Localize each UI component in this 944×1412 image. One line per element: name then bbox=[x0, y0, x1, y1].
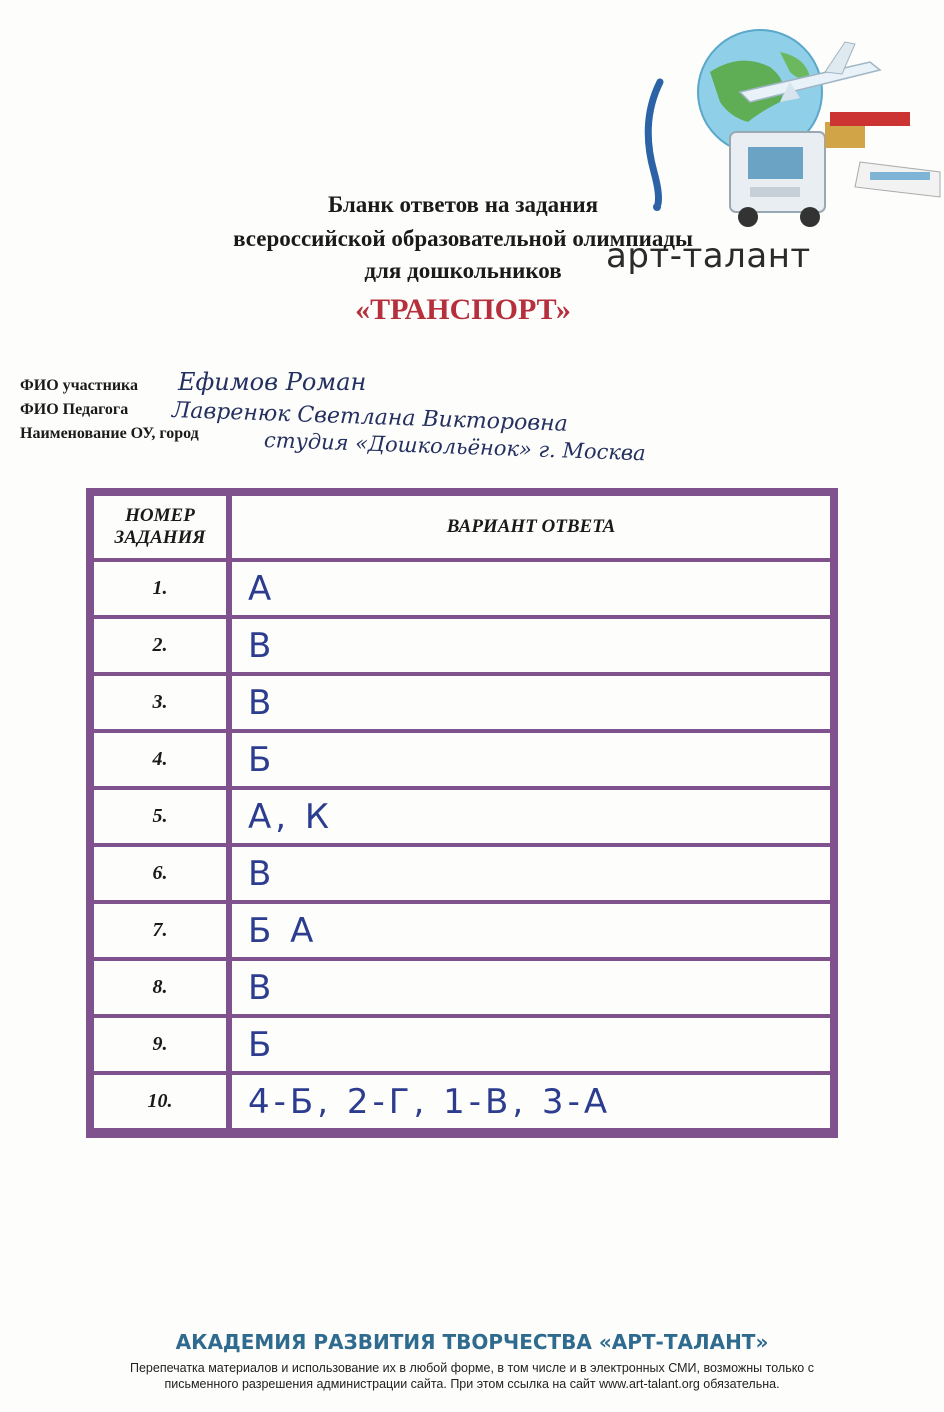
answer-text: А, К bbox=[248, 796, 334, 837]
answer-cell[interactable] bbox=[230, 560, 832, 617]
task-number: 7. bbox=[92, 902, 228, 959]
answer-cell[interactable] bbox=[230, 902, 832, 959]
table-row bbox=[92, 845, 832, 902]
footer-copyright-note bbox=[40, 1360, 904, 1392]
form-title-line-2: всероссийской образовательной олимпиады bbox=[233, 226, 693, 251]
table-header-row bbox=[92, 494, 832, 560]
school-label: Наименование ОУ, город bbox=[20, 425, 199, 442]
number-column-header bbox=[92, 494, 228, 560]
table-row bbox=[92, 1073, 832, 1130]
table-row bbox=[92, 560, 832, 617]
answer-text: Б bbox=[248, 739, 276, 780]
task-number: 5. bbox=[92, 788, 228, 845]
answer-text: А bbox=[248, 568, 276, 609]
table-row bbox=[92, 1016, 832, 1073]
form-title-line-3: для дошкольников bbox=[364, 258, 562, 283]
answer-text: Б А bbox=[248, 910, 318, 951]
number-header-line-2: ЗАДАНИЯ bbox=[114, 527, 206, 548]
task-number: 6. bbox=[92, 845, 228, 902]
form-title-line-1: Бланк ответов на задания bbox=[327, 192, 599, 217]
answer-text: В bbox=[248, 967, 276, 1008]
answer-text: В bbox=[248, 625, 276, 666]
footer-note-line-1: Перепечатка материалов и использование их в любой форме, в том числе и в электронных СМИ, возможны только с bbox=[129, 1361, 814, 1375]
answer-text: В bbox=[248, 853, 276, 894]
answer-text: В bbox=[248, 682, 276, 723]
task-number: 1. bbox=[92, 560, 228, 617]
answer-cell[interactable] bbox=[230, 959, 832, 1016]
table-row bbox=[92, 959, 832, 1016]
olympiad-name: «ТРАНСПОРТ» bbox=[355, 293, 571, 326]
footer-academy-title: АКАДЕМИЯ РАЗВИТИЯ ТВОРЧЕСТВА «АРТ-ТАЛАНТ» bbox=[175, 1330, 769, 1354]
answer-cell[interactable] bbox=[230, 1073, 832, 1130]
answer-cell[interactable] bbox=[230, 788, 832, 845]
task-number: 9. bbox=[92, 1016, 228, 1073]
table-row bbox=[92, 731, 832, 788]
answer-text: Б bbox=[248, 1024, 276, 1065]
table-row bbox=[92, 788, 832, 845]
answer-cell[interactable] bbox=[230, 1016, 832, 1073]
brand-logo-text: арт-талант bbox=[606, 236, 811, 276]
task-number: 4. bbox=[92, 731, 228, 788]
answer-table bbox=[86, 488, 838, 1138]
teacher-name-field[interactable]: Лавренюк Светлана Викторовна bbox=[171, 398, 569, 437]
answer-cell[interactable] bbox=[230, 731, 832, 788]
task-number: 2. bbox=[92, 617, 228, 674]
table-row bbox=[92, 617, 832, 674]
teacher-label: ФИО Педагога bbox=[20, 401, 129, 418]
footer-note-line-2: письменного разрешения администрации сайта. При этом ссылка на сайт www.art-talant.org обязательна. bbox=[164, 1377, 780, 1391]
task-number: 10. bbox=[92, 1073, 228, 1130]
participant-label: ФИО участника bbox=[20, 377, 139, 394]
answer-cell[interactable] bbox=[230, 617, 832, 674]
answer-column-header: ВАРИАНТ ОТВЕТА bbox=[230, 494, 832, 560]
participant-name-field[interactable]: Ефимов Роман bbox=[178, 368, 367, 396]
task-number: 3. bbox=[92, 674, 228, 731]
table-row bbox=[92, 674, 832, 731]
answer-text: 4-Б, 2-Г, 1-В, 3-А bbox=[248, 1081, 612, 1122]
table-row bbox=[92, 902, 832, 959]
school-city-field[interactable]: студия «Дошкольёнок» г. Москва bbox=[263, 428, 647, 466]
answer-cell[interactable] bbox=[230, 845, 832, 902]
task-number: 8. bbox=[92, 959, 228, 1016]
answer-cell[interactable] bbox=[230, 674, 832, 731]
number-header-line-1: НОМЕР bbox=[125, 505, 195, 526]
